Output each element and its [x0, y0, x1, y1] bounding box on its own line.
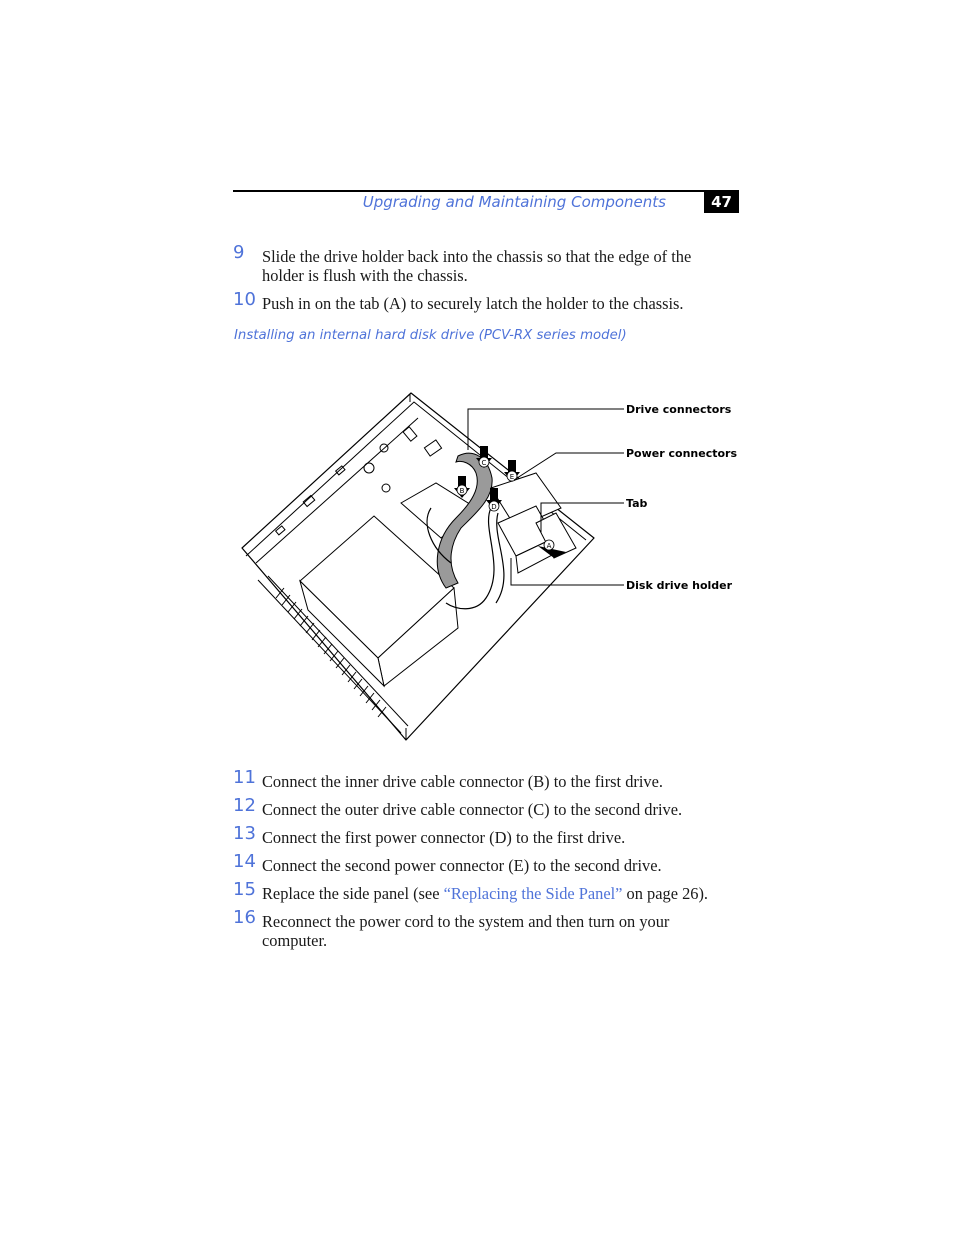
step-number: 14	[233, 851, 256, 872]
step-number: 9	[233, 242, 245, 263]
step-number: 12	[233, 795, 256, 816]
step-text: Connect the second power connector (E) to the second drive.	[262, 856, 662, 875]
step-number: 15	[233, 879, 256, 900]
marker-b: B	[459, 487, 465, 495]
marker-a: A	[546, 542, 552, 550]
step-text-after: on page 26).	[622, 884, 709, 903]
step-text-before: Replace the side panel (see	[262, 884, 444, 903]
page-number: 47	[704, 191, 739, 213]
callout-tab: Tab	[626, 497, 648, 510]
marker-c: C	[481, 459, 487, 467]
step-number: 16	[233, 907, 256, 928]
step-number: 10	[233, 289, 256, 310]
chassis-illustration	[236, 388, 746, 748]
callout-disk-drive-holder: Disk drive holder	[626, 579, 733, 592]
leader-drive-connectors	[468, 409, 624, 450]
section-heading: Installing an internal hard disk drive (PCV-RX series model)	[234, 328, 627, 343]
step-number: 13	[233, 823, 256, 844]
step-text: Connect the first power connector (D) to the first drive.	[262, 828, 626, 847]
marker-d: D	[491, 503, 497, 511]
callout-drive-connectors: Drive connectors	[626, 403, 732, 416]
step-text: Connect the inner drive cable connector (B) to the first drive.	[262, 772, 663, 791]
header-rule	[233, 190, 739, 192]
callout-power-connectors: Power connectors	[626, 447, 738, 460]
step-text: Connect the outer drive cable connector (C) to the second drive.	[262, 800, 683, 819]
chassis-drawing	[236, 388, 746, 748]
step-text: Slide the drive holder back into the chassis so that the edge of the holder is flush with the chassis.	[262, 247, 692, 285]
running-header-title: Upgrading and Maintaining Components	[362, 193, 666, 211]
step-text	[262, 884, 728, 903]
step-text: Reconnect the power cord to the system and then turn on your computer.	[262, 912, 670, 950]
step-text: Push in on the tab (A) to securely latch the holder to the chassis.	[262, 294, 684, 313]
step-number: 11	[233, 767, 256, 788]
marker-e: E	[509, 473, 515, 481]
replacing-side-panel-link[interactable]: “Replacing the Side Panel”	[443, 884, 623, 903]
